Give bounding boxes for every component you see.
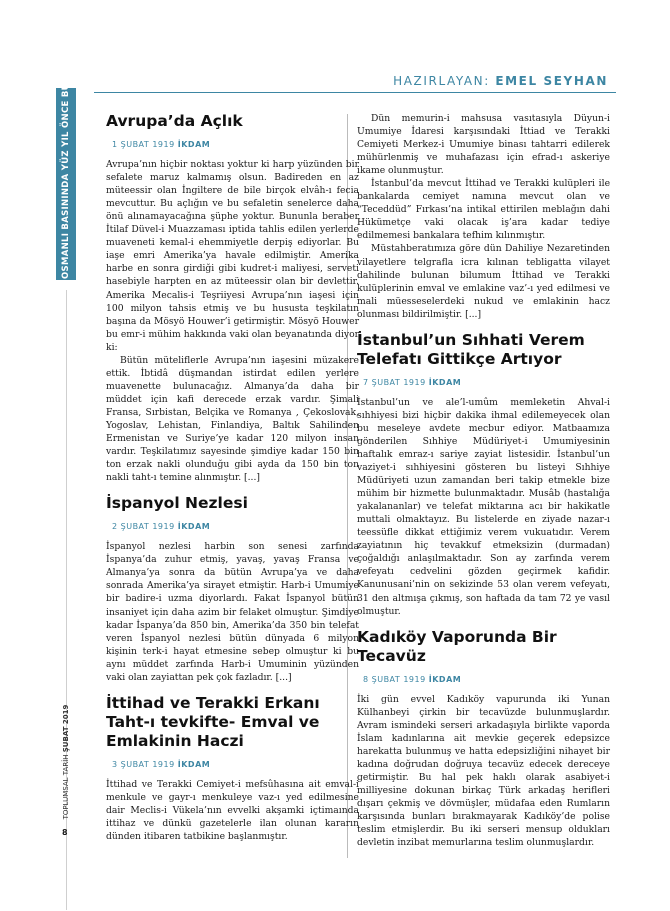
article-paragraph: İstanbul’da mevcut İttihad ve Terakki kulüpleri ile bankalarda cemiyet namına mevcut olan ve “Teceddüd” Fırkası’na intikal ettirilen meblağın dahi Hükümetçe vaki olacak iş’ara kadar tediye edilmemesi bankalara tefhim kılınmıştır. <box>357 178 610 242</box>
header-author: EMEL SEYHAN <box>495 74 608 88</box>
page-header <box>393 74 608 88</box>
article-paragraph: İstanbul’un ve ale’l-umûm memleketin Ahval-i sıhhiyesi bizi hiçbir dakika ihmal edilemeyecek olan bu meseleye avdete mecbur ediyor. Matbaamıza gönderilen Sıhhiye Müdüriyet-i Umumiyesinin haftalık emraz-ı sariye zayiat listesidir. İstanbul’un vaziyet-i sıhhiyesini gösteren bu listeyi Sıhhiye Müdüriyeti uzun zamandan beri takip etmekle bize mühim bir hizmette bulunmaktadır. Musâb (hastalığa yakalananlar) ve telefat miktarına acı bir hakikatle muttali olmaktayız. Bu listelerde en ziyade nazar-ı teessüfle dikkat ettiğimiz verem vukuatıdır. Verem zayiatının hiç tevakkuf etmeksizin (durmadan) çoğaldığı anlaşılmaktadır. Son ay zarfında verem vefeyatı cedvelini gözden geçirmek kafidir. Kanunusani’nin on sekizinde 53 olan verem vefeyatı, 31 den altmışa çıkmış, son haftada da tam 72 ye vasıl olmuştur. <box>357 396 610 617</box>
article-date <box>112 138 359 151</box>
right-column <box>357 112 610 849</box>
date-text: 3 ŞUBAT 1919 <box>112 759 175 769</box>
date-text: 2 ŞUBAT 1919 <box>112 522 175 532</box>
article-date <box>112 520 359 533</box>
article-title: İttihad ve Terakki Erkanı Taht-ı tevkifte- Emval ve Emlakinin Haczi <box>106 693 320 750</box>
article-date <box>363 673 610 686</box>
date-text: 7 ŞUBAT 1919 <box>363 377 426 387</box>
page-number: 8 <box>62 828 68 837</box>
article <box>357 628 610 850</box>
article <box>106 112 359 484</box>
source-name: İKDAM <box>177 759 211 769</box>
source-name: İKDAM <box>428 377 462 387</box>
article <box>357 331 610 618</box>
article-title: İspanyol Nezlesi <box>106 494 248 513</box>
article-date <box>112 758 359 771</box>
magazine-name: TOPLUMSAL TARİH <box>62 754 70 820</box>
article-paragraph: Avrupa’nın hiçbir noktası yoktur ki harp yüzünden bir sefalete maruz kalmamış olsun. Badireden en az müteessir olan İngiltere de bile birçok elvâh-ı fecia mevcuttur. Bu açlığın ve bu sefaletin senelerce daha önü alınamayacağına şüphe yoktur. Bununla beraber İtilaf Düvel-i Muazzaması iptida tahlis edilen yerlerde muaveneti kemal-i ehemmiyetle derpiş ediyorlar. Bu iaşe emri Amerika’ya havale edilmiştir. Amerika harbe en sonra girdiği gibi kudret-i maliyesi, serveti hasebiyle harpten en az müteessir olan bir devlettir. Amerika Mecalis-i Teşriiyesi Avrupa’nın iaşesi için 100 milyon tahsis etmiş ve bu hususta teşkilatın başına da Mösyö Houwer’i getirmiştir. Mösyö Houwer bu emr-i mühim hakkında vaki olan beyanatında diyor ki: <box>106 159 359 353</box>
article-paragraph: Bütün müteliflerle Avrupa’nın iaşesini müzakere ettik. İbtidâ düşmandan istirdat edilen yerlere muavenette bulunacağız. Almanya’da daha bir müddet için kafi derecede erzak vardır. Şimali Fransa, Sırbistan, Belçika ve Romanya , Çekoslovak, Yogoslav, Lehistan, Finlandiya, Baltık Sahilinden Ermenistan ve Suriye’ye kadar 120 milyon insan vardır. Teşkilatımız sayesinde şimdiye kadar 150 bin ton erzak nakli olunduğu gibi ayda da 150 bin ton nakli taht-ı temine alınmıştır. [...] <box>106 354 359 484</box>
header-rule <box>94 92 616 93</box>
header-prefix: HAZIRLAYAN: <box>393 74 490 88</box>
issue-date: ŞUBAT 2019 <box>62 704 70 753</box>
date-text: 8 ŞUBAT 1919 <box>363 674 426 684</box>
article <box>106 494 359 684</box>
article <box>106 694 359 843</box>
date-text: 1 ŞUBAT 1919 <box>112 140 175 149</box>
footer-magazine <box>62 705 70 820</box>
article-paragraph: İki gün evvel Kadıköy vapurunda iki Yunan Külhanbeyi çirkin bir tecavüzde bulunmuşlardır. Avram ismindeki serseri arkadaşıyla birlikte vaporda İslam kadınlarına ait mevkie geçerek edepsizce harekatta bulunmuş ve hatta edepsizliğini nihayet bir kadına doğrudan doğruya tecavüz edecek dereceye getirmiştir. Bu hal pek haklı olarak asabiyet-i milliyesine dokunan birkaç Türk arkadaş herifleri dışarı çekmiş ve dövmüşler, müdafaa eden Rumların karşısında bunları bırakmayarak Kadıköy’de polise teslim etmişlerdir. Bu iki serseri mensup oldukları devletin inzibat memurlarına teslim olunmuşlardır. <box>357 693 610 849</box>
source-name: İKDAM <box>428 674 462 684</box>
left-column <box>106 112 359 843</box>
section-tab-label: OSMANLI BASININDA YÜZ YIL ÖNCE BU AY <box>61 67 71 279</box>
article-paragraph: İspanyol nezlesi harbin son senesi zarfında İspanya’da zuhur etmiş, yavaş, yavaş Fransa ve Almanya’ya sonra da bütün Avrupa’ya ve daha sonrada Amerika’ya sirayet etmiştir. Harb-i Umumiye bir badire-i uzma diyorlardı. Fakat İspanyol bütün insaniyet için daha azim bir felaket olmuştur. Şimdiye kadar İspanya’da 850 bin, Amerika’da 350 bin telefat veren İspanyol nezlesi bütün dünyada 6 milyon kişinin terk-i hayat etmesine sebep olmuştur ki bu aynı müddet zarfında Harb-i Umuminin yüzünden vaki olan zayiattan pek çok fazladır. [...] <box>106 541 359 683</box>
article-date <box>363 376 610 389</box>
article-paragraph: Müstahberatımıza göre dün Dahiliye Nezaretinden vilayetlere telgrafla icra kılınan tebligatta vilayet dahilinde bulunan bilumum İttihad ve Terakki kulüplerinin emval ve emlakine vaz’-ı yed edilmesi ve mali müesseselerdeki nukud ve emlakinin hacz olunması bildirilmiştir. [...] <box>357 243 610 320</box>
source-name: İKDAM <box>177 522 211 532</box>
article-paragraph: Dün memurin-i mahsusa vasıtasıyla Düyun-i Umumiye İdaresi karşısındaki İttiad ve Terakki Cemiyeti Merkez-i Umumiye binası tahtarri edilerek mühürlenmiş ve muhafazası için efrad-ı askeriye ikame olunmuştur. <box>357 113 610 177</box>
source-name: İKDAM <box>177 140 211 149</box>
article-title: Avrupa’da Açlık <box>106 112 243 130</box>
article-paragraph: İttihad ve Terakki Cemiyet-i mefsûhasına ait emval-i menkule ve gayr-ı menkuleye vaz-ı yed edilmesine dair Meclis-i Vükela’nın evvelki akşamki içtimaında ittihaz ve dünkü gazetelerle ilan olunan kararın dünden itibaren tatbikine başlanmıştır. <box>106 778 359 843</box>
article-title: Kadıköy Vaporunda Bir Tecavüz <box>357 627 557 665</box>
article-title: İstanbul’un Sıhhati Verem Telefatı Gittikçe Artıyor <box>357 330 585 368</box>
